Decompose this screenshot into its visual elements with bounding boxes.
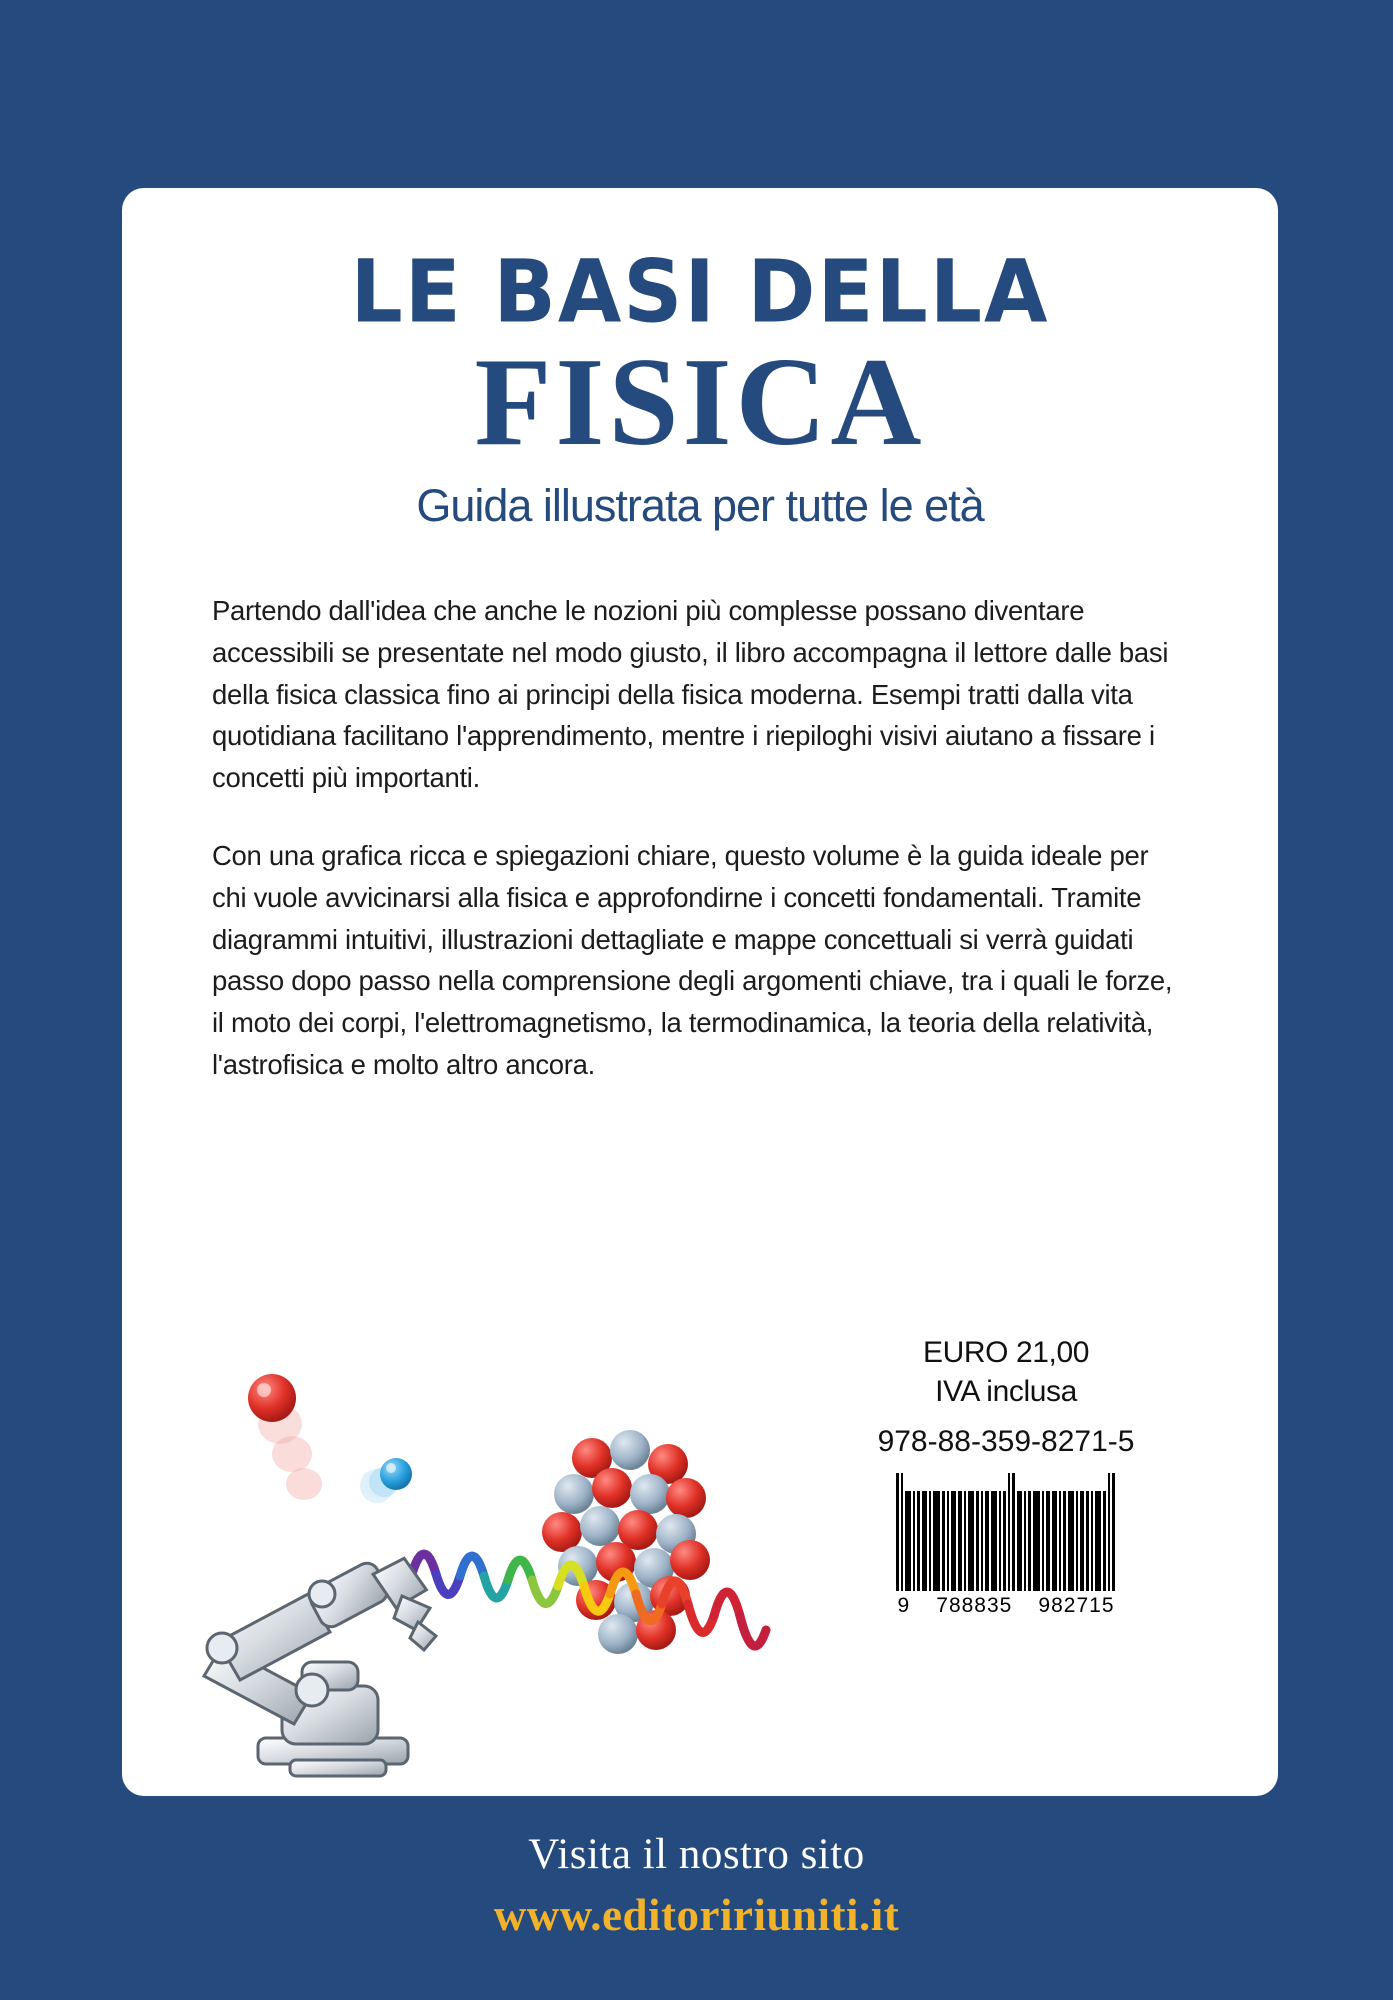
barcode-digits: [896, 1594, 1117, 1618]
barcode-digit-group-1: 788835: [936, 1594, 1013, 1617]
barcode: [886, 1467, 1127, 1618]
barcode-digit-left: 9: [897, 1594, 911, 1617]
price-amount: EURO 21,00: [922, 1336, 1090, 1369]
footer-website-link[interactable]: www.editoririuniti.it: [493, 1890, 900, 1940]
page-title: FISICA: [474, 333, 926, 473]
price-vat-note: IVA inclusa: [935, 1375, 1077, 1408]
price-and-barcode-block: [796, 1333, 1216, 1618]
barcode-wrap: [796, 1467, 1216, 1618]
blurb-paragraph-1: Partendo dall'idea che anche le nozioni più complesse possano diventare accessibili se presentate nel modo giusto, il libro accompagna il lettore dalle basi della fisica classica fino ai principi della fisica moderna. Esempi tratti dalla vita quotidiana facilitano l'apprendimento, mentre i riepiloghi visivi aiutano a fissare i concetti più importanti.: [212, 595, 1169, 794]
barcode-digit-group-2: 982715: [1038, 1594, 1115, 1617]
barcode-bars: [896, 1473, 1117, 1591]
robot-arm-icon: [204, 1555, 436, 1776]
red-ball-icon: [248, 1374, 322, 1500]
blurb: [212, 590, 1188, 1086]
white-content-panel: [122, 188, 1278, 1796]
footer-visit-text: Visita il nostro sito: [528, 1831, 865, 1878]
footer: [0, 1830, 1393, 1941]
subtitle: Guida illustrata per tutte le età: [416, 480, 984, 532]
blurb-paragraph-2: Con una grafica ricca e spiegazioni chiare, questo volume è la guida ideale per chi vuole avvicinarsi alla fisica e approfondirne i concetti fondamentali. Tramite diagrammi intuitivi, illustrazioni dettagliate e mappe concettuali si verrà guidati passo dopo passo nella comprensione degli argomenti chiave, tra i quali le forze, il moto dei corpi, l'elettromagnetismo, la termodinamica, la teoria della relatività, l'astrofisica e molto altro ancora.: [212, 840, 1173, 1081]
title-top-line: LE BASI DELLA: [350, 241, 1050, 343]
atom-nucleus-icon: [542, 1430, 710, 1654]
isbn-text: 978-88-359-8271-5: [877, 1425, 1135, 1458]
physics-illustration: [162, 1346, 862, 1796]
blue-ball-icon: [360, 1458, 412, 1503]
